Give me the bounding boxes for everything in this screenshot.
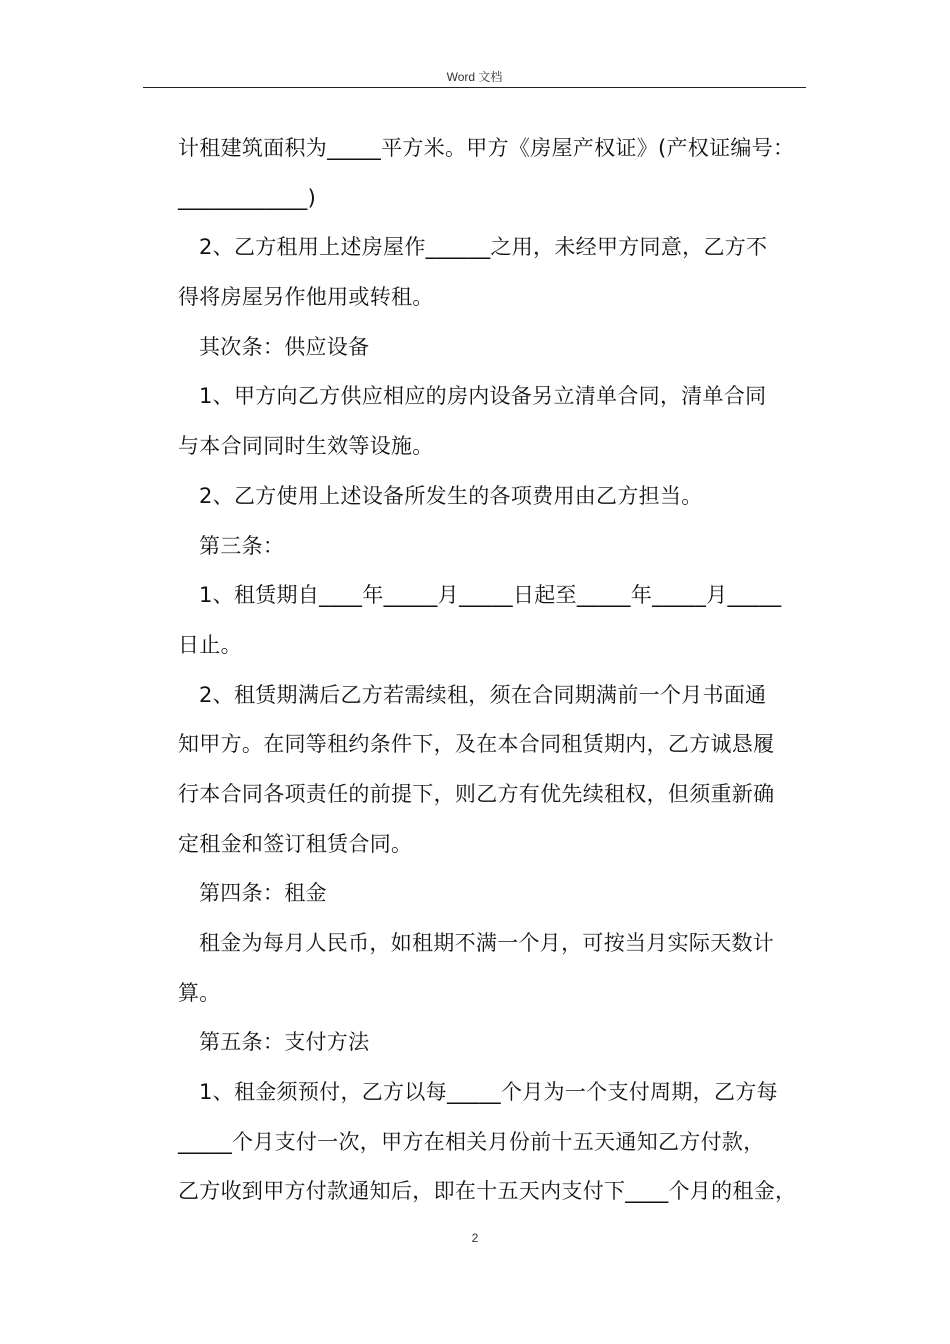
text-line: 1、租金须预付，乙方以每_____个月为一个支付周期，乙方每 xyxy=(199,1080,778,1105)
text-line: 得将房屋另作他用或转租。 xyxy=(178,285,434,310)
text-line: 日止。 xyxy=(178,632,242,657)
document-body xyxy=(178,124,813,1217)
text-line: 乙方收到甲方付款通知后，即在十五天内支付下____个月的租金， xyxy=(178,1179,797,1204)
text-line: 租金为每月人民币，如租期不满一个月，可按当月实际天数计 xyxy=(199,931,775,955)
text-line: 1、租赁期自____年_____月_____日起至_____年_____月_____ xyxy=(199,583,782,608)
page-number: 2 xyxy=(471,1231,479,1245)
text-line: _____个月支付一次，甲方在相关月份前十五天通知乙方付款， xyxy=(178,1129,765,1154)
text-line: 第五条：支付方法 xyxy=(199,1030,370,1055)
text-line: 第四条：租金 xyxy=(199,881,327,906)
text-line: 1、甲方向乙方供应相应的房内设备另立清单合同，清单合同 xyxy=(199,384,767,409)
text-line: 知甲方。在同等租约条件下，及在本合同租赁期内，乙方诚恳履 xyxy=(178,732,775,757)
text-line: 算。 xyxy=(178,980,221,1005)
text-line: 2、乙方租用上述房屋作______之用，未经甲方同意，乙方不 xyxy=(199,235,768,260)
text-line: 第三条： xyxy=(199,533,285,558)
header-divider xyxy=(143,87,806,88)
text-line: 2、乙方使用上述设备所发生的各项费用由乙方担当。 xyxy=(199,483,703,508)
text-line: 行本合同各项责任的前提下，则乙方有优先续租权，但须重新确 xyxy=(178,781,775,806)
text-line: 计租建筑面积为_____平方米。甲方《房屋产权证》(产权证编号： xyxy=(178,136,795,160)
text-line: 定租金和签订租赁合同。 xyxy=(178,831,413,856)
text-line: 与本合同同时生效等设施。 xyxy=(178,434,434,459)
page-header: Word 文档 xyxy=(446,70,503,84)
text-line: ____________) xyxy=(178,185,317,210)
text-line: 其次条：供应设备 xyxy=(199,334,370,359)
text-line: 2、租赁期满后乙方若需续租，须在合同期满前一个月书面通 xyxy=(199,682,767,707)
